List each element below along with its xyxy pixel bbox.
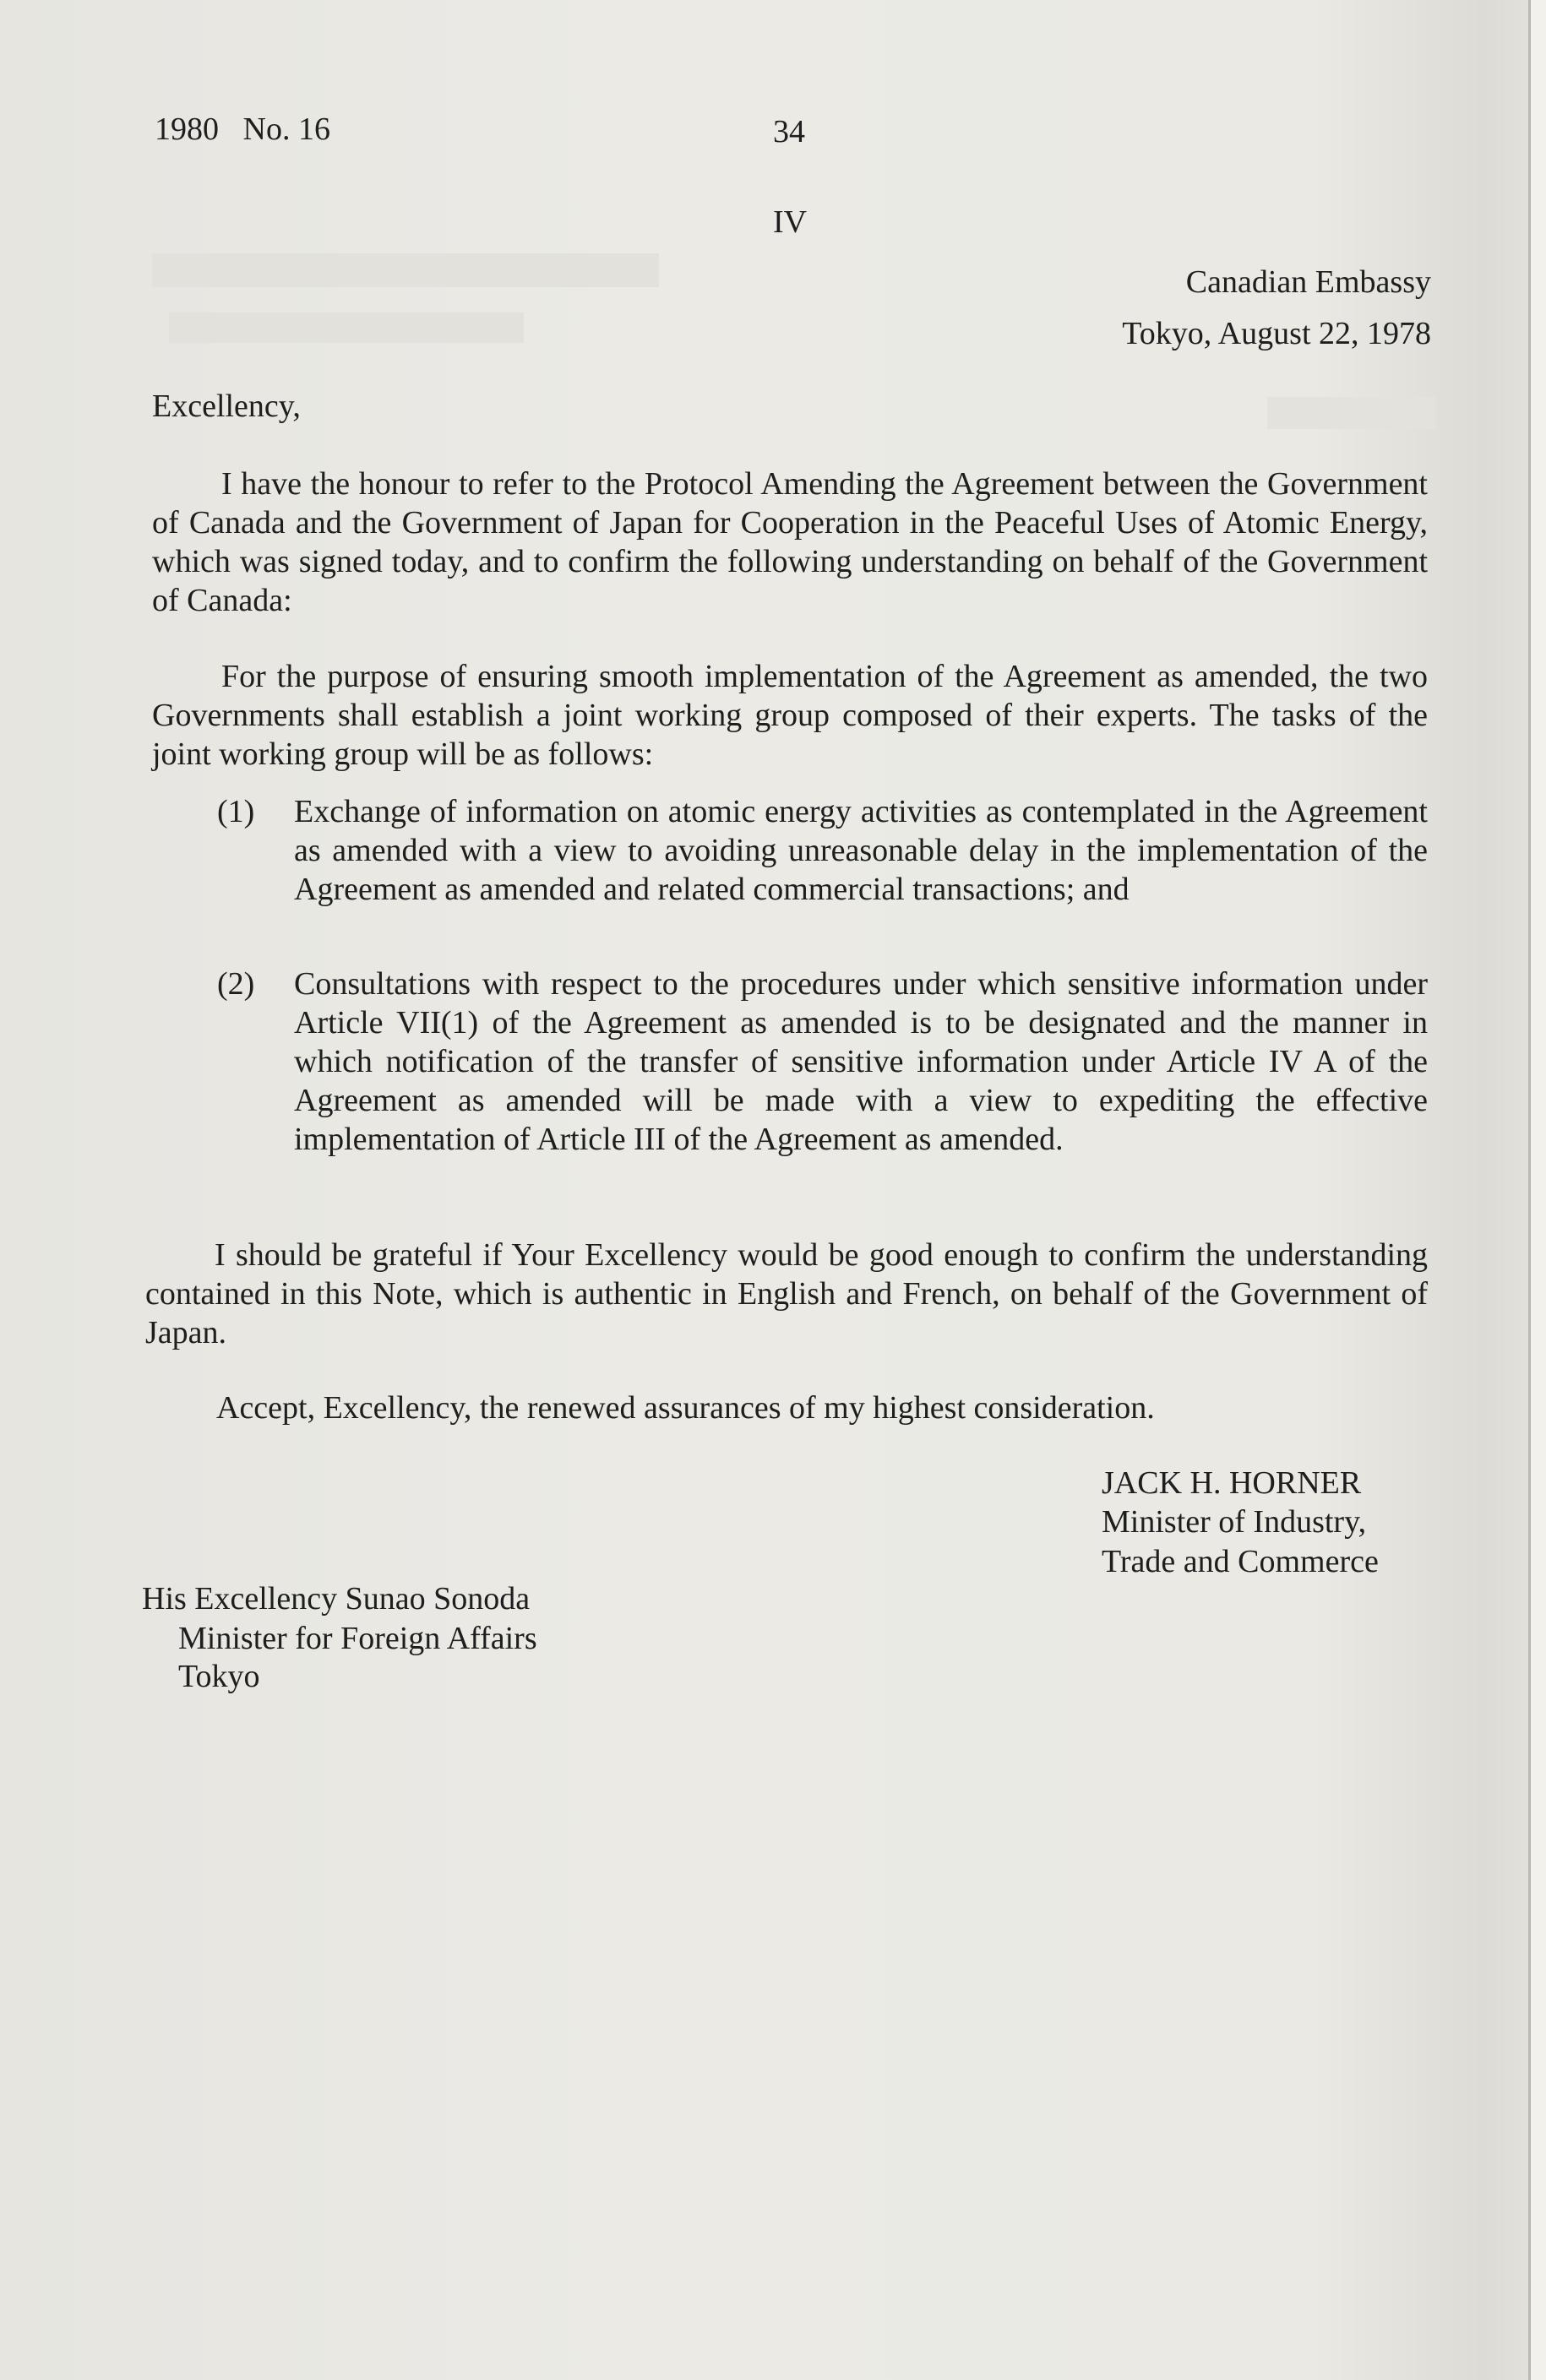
paragraph-2 bbox=[152, 657, 1428, 774]
paragraph-1 bbox=[152, 465, 1428, 620]
paragraph-1-text: I have the honour to refer to the Protocol Amending the Agreement between the Government of Canada and the Government of Japan for Cooperation in the Peaceful Uses of Atomic Energy, which was signed today, and to confirm the following understanding on behalf of the Government of Canada: bbox=[152, 466, 1428, 618]
paragraph-2-text: For the purpose of ensuring smooth implementation of the Agreement as amended, the two Governments shall establish a joint working group composed of their experts. The tasks of the joint working group will be as follows: bbox=[152, 659, 1428, 772]
page-edge-shadow bbox=[1528, 0, 1531, 2380]
addressee-line-1: His Excellency Sunao Sonoda bbox=[142, 1581, 531, 1617]
signatory-title-line-1: Minister of Industry, bbox=[1102, 1504, 1367, 1540]
addressee-line-2: Minister for Foreign Affairs bbox=[178, 1621, 537, 1656]
bleed-through-shadow bbox=[169, 312, 524, 343]
letter-origin: Canadian Embassy bbox=[1185, 264, 1431, 300]
page-number: 34 bbox=[773, 114, 805, 149]
paragraph-4: Accept, Excellency, the renewed assurances of my highest consideration. bbox=[216, 1390, 1155, 1426]
list-item-number: (2) bbox=[217, 966, 255, 1002]
signatory-name: JACK H. HORNER bbox=[1102, 1465, 1362, 1501]
paragraph-3-text: I should be grateful if Your Excellency would be good enough to confirm the understanding contained in this Note, which is authentic in English and French, on behalf of the Government of Japan. bbox=[145, 1237, 1428, 1350]
salutation: Excellency, bbox=[152, 389, 301, 424]
header-year-number: 1980 No. 16 bbox=[155, 111, 330, 147]
list-item-text: Exchange of information on atomic energy activities as contemplated in the Agreement as amended with a view to avoiding unreasonable delay in the implementation of the Agreement as amended and related commercial transactions; and bbox=[294, 794, 1428, 907]
section-numeral: IV bbox=[773, 204, 808, 240]
list-item-2 bbox=[217, 964, 1428, 1159]
page-edge-strip bbox=[1531, 0, 1546, 2380]
bleed-through-shadow bbox=[152, 253, 659, 287]
signatory-title-line-2: Trade and Commerce bbox=[1102, 1544, 1379, 1579]
paragraph-3 bbox=[145, 1236, 1428, 1352]
list-item-text: Consultations with respect to the procedures under which sensitive information under Article VII(1) of the Agreement as amended is to be designated and the manner in which notification of the transfer of sensitive information under Article IV A of the Agreement as amended will be made with a view to expediting the effective implementation of Article III of the Agreement as amended. bbox=[294, 966, 1428, 1157]
addressee-line-3: Tokyo bbox=[178, 1659, 260, 1694]
bleed-through-shadow bbox=[1267, 397, 1436, 429]
letter-place-date: Tokyo, August 22, 1978 bbox=[1122, 316, 1431, 351]
list-item-number: (1) bbox=[217, 794, 255, 829]
list-item-1 bbox=[217, 792, 1428, 909]
